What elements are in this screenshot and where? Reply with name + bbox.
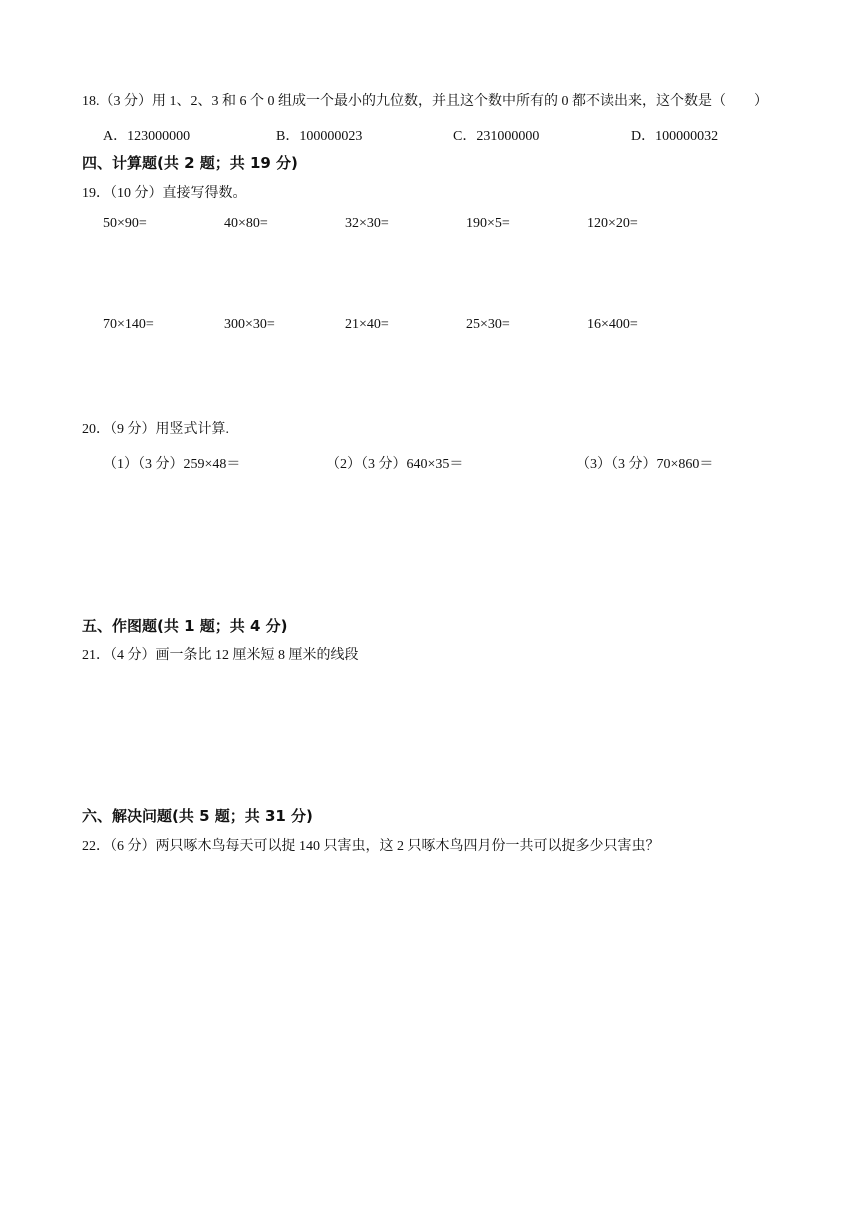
section-4-heading: 四、计算题(共 2 题；共 19 分) [82,154,298,172]
q19-row1-item-2: 40×80= [224,216,268,231]
q19-row2-item-2: 300×30= [224,317,275,332]
q20-item-3: （3）（3 分）70×860＝ [576,457,714,472]
q20-item-2: （2）（3 分）640×35＝ [326,457,464,472]
q19-row1-item-1: 50×90= [103,216,147,231]
section-5-heading: 五、作图题(共 1 题；共 4 分) [82,617,288,635]
q18-option-a: A．123000000 [103,129,191,144]
q20-text: 20．（9 分）用竖式计算. [82,422,229,437]
section-6-heading: 六、解决问题(共 5 题；共 31 分) [82,807,313,825]
q20-item-1: （1）（3 分）259×48＝ [103,457,241,472]
q18-option-d: D．100000032 [631,129,719,144]
q19-text: 19．（10 分）直接写得数。 [82,186,247,201]
q22-text: 22．（6 分）两只啄木鸟每天可以捉 140 只害虫，这 2 只啄木鸟四月份一共可以捉多少只害虫？ [82,839,660,854]
q18-option-c: C．231000000 [453,129,540,144]
q19-row2-item-5: 16×400= [587,317,638,332]
q19-row1-item-4: 190×5= [466,216,510,231]
q19-row1-item-3: 32×30= [345,216,389,231]
q18-option-b: B．100000023 [276,129,363,144]
q19-row1-item-5: 120×20= [587,216,638,231]
q21-text: 21．（4 分）画一条比 12 厘米短 8 厘米的线段 [82,648,359,663]
q19-row2-item-1: 70×140= [103,317,154,332]
q18-text: 18.（3 分）用 1、2、3 和 6 个 0 组成一个最小的九位数，并且这个数中所有的 0 都不读出来，这个数是（ ） [82,94,768,109]
q19-row2-item-3: 21×40= [345,317,389,332]
q19-row2-item-4: 25×30= [466,317,510,332]
